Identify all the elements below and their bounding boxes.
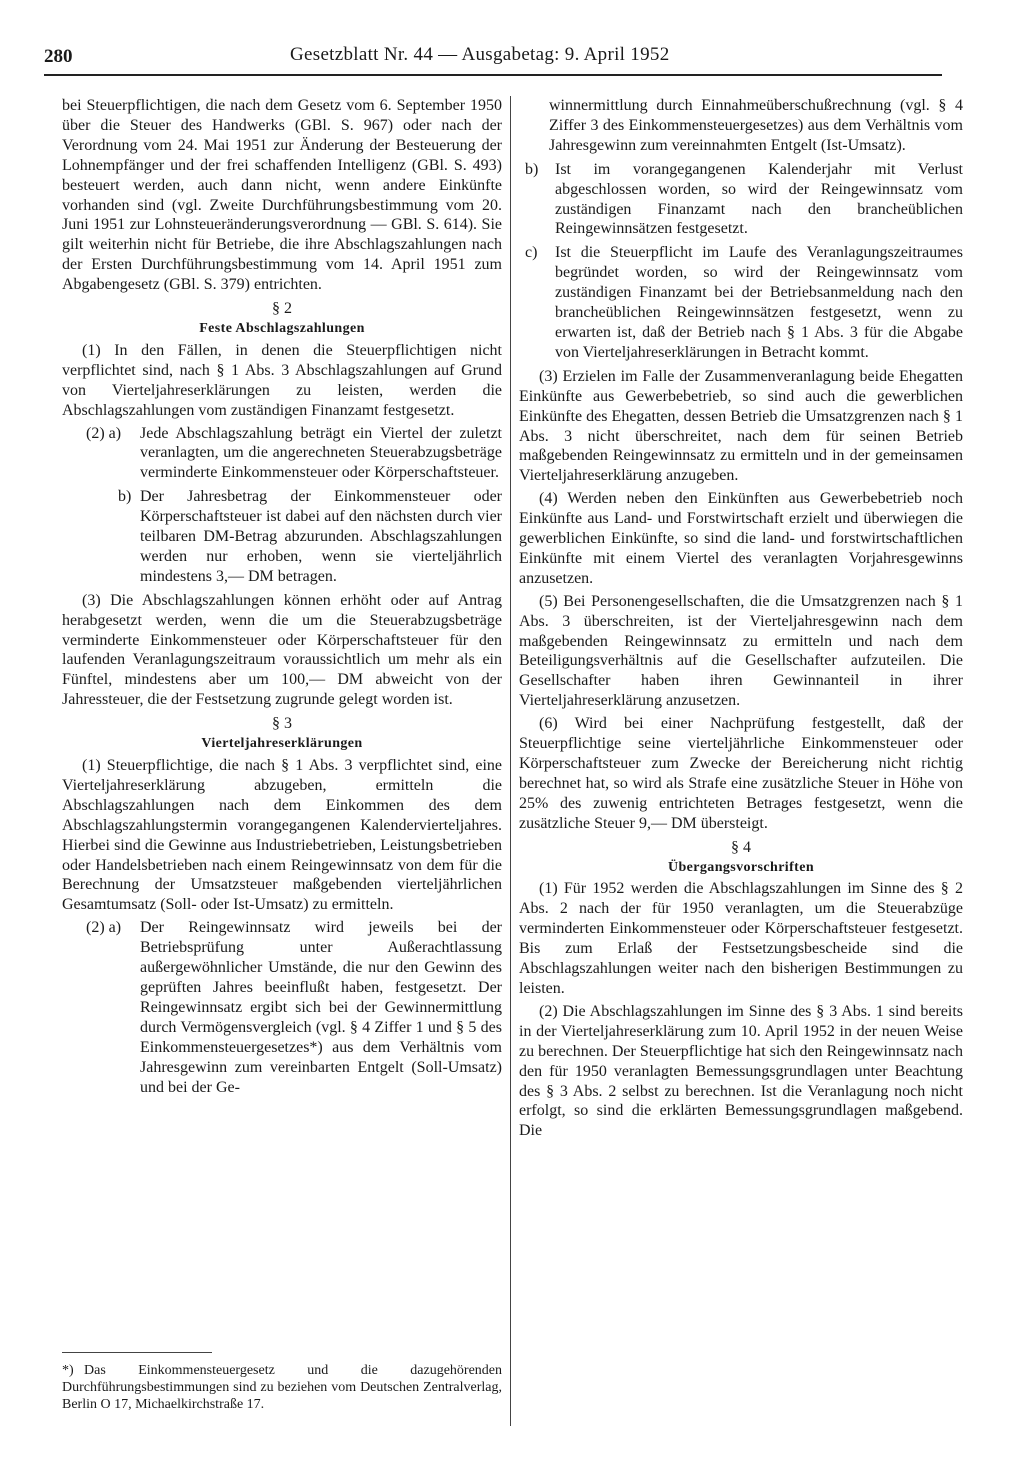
section-3-paragraph-5: (5) Bei Personengesellschaften, die die Umsatzgrenzen nach § 1 Abs. 3 überschreiten, ist der Vierteljahresgewinn nach dem maßgebenden Reingewinnsatz zu ermitteln und nach dem Beteiligungsverhältnis auf die Gesellschafter aufzuteilen. Die Gesellschafter haben ihren Gewinnanteil in ihrer Vierteljahreserklärung anzusetzen. (519, 592, 963, 710)
section-2-paragraph-3: (3) Die Abschlagszahlungen können erhöht oder auf Antrag herabgesetzt werden, wenn die um die Steuerabzugsbeträge verminderte Einkommensteuer oder Körperschaftsteuer für den laufenden Veranlagungszeitraum voraussichtlich um mehr als ein Fünftel, mindestens aber um 100,— DM abweicht von der Jahressteuer, die der Festsetzung zugrunde gelegt worden ist. (62, 591, 502, 709)
item-label: (2) a) (86, 424, 122, 442)
footnote (62, 1362, 502, 1413)
page-number: 280 (44, 46, 73, 67)
column-divider (510, 96, 511, 1426)
item-text: Ist die Steuerpflicht im Laufe des Veranlagungszeitraumes begründet worden, so wird der Reingewinnsatz vom zuständigen Finanzamt bei der Betriebsanmeldung nach den brancheüblichen Reingewinnsätzen festgesetzt, wenn zu erwarten ist, daß der Betrieb nach § 1 Abs. 3 für die Abgabe von Vierteljahreserklärungen in Betracht kommt. (555, 244, 963, 361)
item-2a-continuation: winnermittlung durch Einnahmeüberschußrechnung (vgl. § 4 Ziffer 3 des Einkommensteuergesetzes) aus dem Verhältnis vom Jahresgewinn zum vereinnahmten Entgelt (Ist-Umsatz). (549, 97, 963, 154)
section-2-number: § 2 (272, 300, 292, 318)
section-3-paragraph-4: (4) Werden neben den Einkünften aus Gewerbebetrieb noch Einkünfte aus Land- und Forstwirtschaft erzielt und überwiegen die gewerblichen Einkünfte, so sind die land- und forstwirtschaftlichen Einkünfte mit einem Viertel des veranlagten Vorjahresgewinns anzusetzen. (519, 490, 963, 587)
section-3-item-2b (519, 160, 963, 240)
item-text: Jede Abschlagszahlung beträgt ein Viertel der zuletzt veranlagten, um die angerechneten Steuerabzugsbeträge verminderte Einkommensteuer oder Körperschaftsteuer. (140, 424, 502, 482)
section-3-paragraph-1: (1) Steuerpflichtige, die nach § 1 Abs. 3 verpflichtet sind, eine Vierteljahreserklärung abzugeben, ermitteln die Abschlagszahlungen nach dem Einkommen des dem Abschlagszahlungstermin vorangegangenen Kalendervierteljahres. Hierbei sind die Gewinne aus Industriebetrieben, Leistungsbetrieben oder Handelsbetrieben nach einem Reingewinnsatz von dem für die Berechnung der Umsatzsteuer maßgebenden vierteljährlichen Gesamtumsatz (Soll- oder Ist-Umsatz) zu ermitteln. (62, 757, 502, 914)
item-label: b) (525, 160, 539, 178)
section-3-number: § 3 (272, 715, 292, 733)
item-text: Der Reingewinnsatz wird jeweils bei der Betriebsprüfung unter Außerachtlassung außergewöhnlicher Umstände, die nur den Gewinn des geprüften Jahres beeinflußt haben, festgesetzt. Der Reingewinnsatz ergibt sich bei der Gewinnermittlung durch Vermögensvergleich (vgl. § 4 Ziffer 1 und § 5 des Einkommensteuergesetzes*) aus dem Verhältnis vom Jahresgewinn zum vereinbarten Entgelt (Soll-Umsatz) und bei der Ge- (140, 919, 502, 1096)
left-column (62, 96, 502, 1101)
item-label: b) (118, 488, 132, 506)
right-column (519, 96, 963, 1144)
section-2-title: Feste Abschlagszahlungen (199, 320, 365, 336)
section-3-title: Vierteljahreserklärungen (201, 736, 363, 752)
section-3-item-2c (519, 243, 963, 362)
section-3-paragraph-3: (3) Erzielen im Falle der Zusammenveranlagung beide Ehegatten Einkünfte aus Gewerbebetrieb, so sind auch die gewerblichen Einkünfte des Ehegatten, dessen Betrieb die Umsatzgrenzen nach § 1 Abs. 3 nicht überschreitet, nach dem für seinen Betrieb maßgebenden Reingewinnsatz zu ermitteln und in der gemeinsamen Vierteljahreserklärung anzugeben. (519, 367, 963, 485)
item-label: (2) a) (86, 919, 122, 937)
section-4-number: § 4 (731, 838, 751, 856)
section-4-title: Übergangsvorschriften (667, 859, 815, 875)
section-4-paragraph-1: (1) Für 1952 werden die Abschlagszahlungen im Sinne des § 2 Abs. 2 nach der für 1950 veranlagten, um die Steuerabzüge verminderten Einkommensteuer oder Körperschaftsteuer festgesetzt. Bis zum Erlaß der Festsetzungsbescheide sind die Abschlagszahlungen weiter nach den bisherigen Bestimmungen zu leisten. (519, 880, 963, 997)
item-text: Ist im vorangegangenen Kalenderjahr mit Verlust abgeschlossen worden, so wird der Reingewinnsatz vom zuständigen Finanzamt nach den brancheüblichen Reingewinnsätzen festgesetzt. (555, 160, 963, 238)
footnote-text: Das Einkommensteuergesetz und die dazugehörenden Durchführungsbestimmungen sind zu beziehen vom Deutschen Zentralverlag, Berlin O 17, Michaelkirchstraße 17. (62, 1363, 502, 1412)
footnote-mark: *) (62, 1363, 74, 1378)
section-2-item-2b (62, 487, 502, 587)
section-2-paragraph-1: (1) In den Fällen, in denen die Steuerpflichtigen nicht verpflichtet sind, nach § 1 Abs. 3 Abschlagszahlungen auf Grund von Vierteljahreserklärungen zu leisten, werden die Abschlagszahlungen vom zuständigen Finanzamt festgesetzt. (62, 341, 502, 419)
intro-paragraph: bei Steuerpflichtigen, die nach dem Gesetz vom 6. September 1950 über die Steuer des Handwerks (GBl. S. 967) oder nach der Verordnung vom 24. Mai 1951 zur Änderung der Besteuerung der Lohnempfänger und der frei schaffenden Intelligenz (GBl. S. 493) besteuert werden, auch dann nicht, wenn andere Einkünfte vorhanden sind (vgl. Zweite Durchführungsbestimmung vom 20. Juni 1951 zur Lohnsteueränderungsverordnung — GBl. S. 614). Sie gilt weiterhin nicht für Betriebe, die ihre Abschlagszahlungen nach der Ersten Durchführungsbestimmung vom 14. April 1951 zum Abgabengesetz (GBl. S. 379) entrichten. (62, 97, 502, 294)
section-2-item-2a (62, 424, 502, 484)
section-3-paragraph-6: (6) Wird bei einer Nachprüfung festgestellt, daß der Steuerpflichtige seine vierteljährliche Einkommensteuer oder Körperschaftsteuer zum Zwecke der Bereicherung nicht richtig berechnet hat, so wird als Strafe eine zusätzliche Steuer in Höhe von 25% des zuwenig entrichteten Betrages festgesetzt, wenn die zusätzliche Steuer 9,— DM übersteigt. (519, 715, 963, 832)
item-label: c) (525, 244, 538, 262)
footnote-rule (62, 1352, 212, 1353)
section-3-item-2a (62, 918, 502, 1097)
item-text: Der Jahresbetrag der Einkommensteuer oder Körperschaftsteuer ist dabei auf den nächsten durch vier teilbaren DM-Betrag abzurunden. Abschlagszahlungen werden nur erhoben, wenn sie vierteljährlich mindestens 3,— DM betragen. (140, 488, 502, 585)
section-4-paragraph-2: (2) Die Abschlagszahlungen im Sinne des § 3 Abs. 1 sind bereits in der Vierteljahreserklärung zum 10. April 1952 in der neuen Weise zu berechnen. Der Steuerpflichtige hat sich den Reingewinnsatz nach den für 1950 veranlagten Bemessungsgrundlagen unter Beachtung des § 3 Abs. 2 selbst zu berechnen. Ist die Veranlagung noch nicht erfolgt, so sind die erklärten Bemessungsgrundlagen maßgebend. Die (519, 1002, 963, 1140)
page-header (44, 44, 942, 76)
header-title: Gesetzblatt Nr. 44 — Ausgabetag: 9. April 1952 (290, 44, 670, 65)
